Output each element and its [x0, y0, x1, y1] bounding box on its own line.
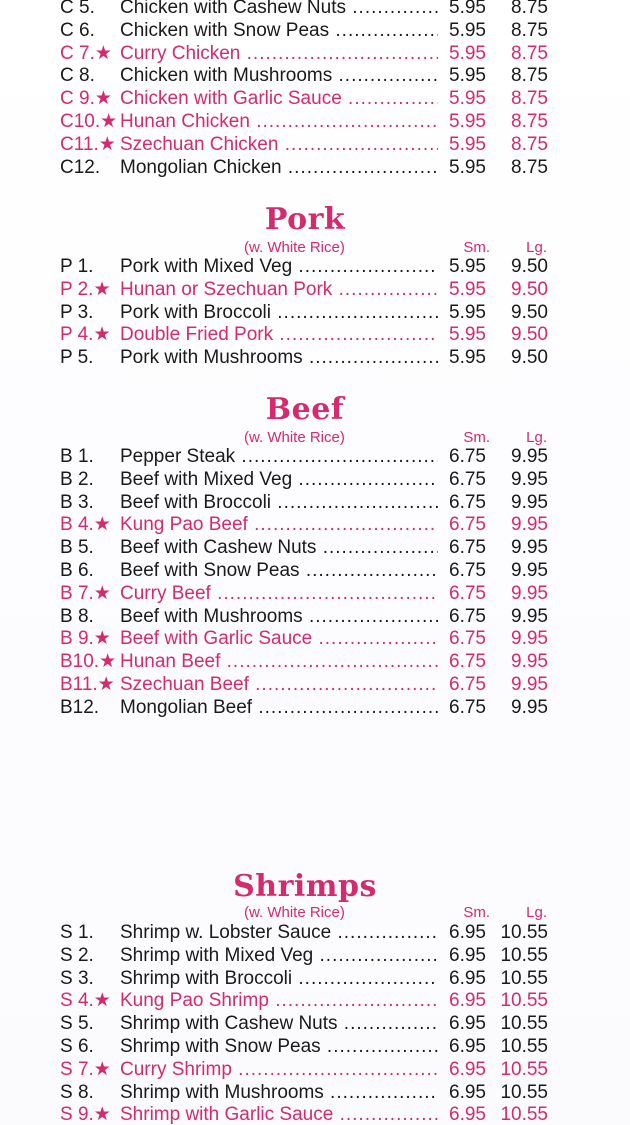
menu-item-row [0, 1058, 630, 1081]
item-name: Curry Beef ..... [120, 582, 438, 605]
item-name: Pork with Broccoli ..... [120, 301, 438, 324]
price-large: 10.55 [500, 922, 548, 943]
pork-large-header: Lg. [526, 239, 547, 256]
beef-rice-note: (w. White Rice) [244, 429, 345, 446]
item-name: Pork with Mixed Veg ..... [120, 255, 438, 278]
beef-large-header: Lg. [526, 429, 547, 446]
price-small: 6.95 [449, 967, 486, 989]
price-large: 10.55 [500, 1058, 548, 1080]
price-small: 6.75 [449, 560, 486, 581]
price-large: 10.55 [500, 944, 548, 966]
menu-item-row [0, 1012, 630, 1035]
price-large: 9.95 [511, 560, 548, 581]
price-small: 5.95 [449, 88, 486, 110]
shrimps-rice-note: (w. White Rice) [244, 904, 345, 921]
price-large: 10.55 [500, 967, 548, 989]
item-name: Shrimp with Cashew Nuts ..... [120, 1012, 438, 1035]
item-name: Szechuan Chicken ..... [120, 133, 438, 156]
price-large: 9.95 [511, 491, 548, 513]
item-name: Chicken with Snow Peas ..... [120, 19, 438, 42]
menu-item-row [0, 696, 630, 719]
item-code: C 5. [60, 0, 95, 18]
item-name: Chicken with Garlic Sauce ..... [120, 87, 438, 110]
menu-item-row [0, 989, 630, 1012]
price-small: 5.95 [449, 256, 486, 277]
price-small: 5.95 [449, 0, 486, 18]
item-name: Beef with Mixed Veg ..... [120, 468, 438, 491]
item-name: Beef with Broccoli ..... [120, 491, 438, 514]
shrimps-small-header: Sm. [463, 904, 490, 921]
price-small: 6.95 [449, 1036, 486, 1057]
item-name: Shrimp with Broccoli ..... [120, 967, 438, 990]
price-large: 8.75 [511, 65, 548, 87]
price-small: 5.95 [449, 65, 486, 87]
menu-item-row [0, 110, 630, 133]
price-large: 10.55 [500, 990, 548, 1012]
price-large: 9.95 [511, 674, 548, 695]
price-large: 8.75 [511, 156, 548, 178]
menu-item-row [0, 468, 630, 491]
price-large: 8.75 [511, 111, 548, 132]
price-small: 5.95 [449, 301, 486, 323]
item-code: B 2. [60, 468, 94, 490]
menu-item-row [0, 536, 630, 559]
item-code: S 2. [60, 944, 94, 966]
price-small: 6.75 [449, 674, 486, 695]
item-code: C 9.★ [60, 88, 112, 110]
item-code: B 4.★ [60, 514, 111, 536]
price-large: 9.95 [511, 696, 548, 718]
item-code: C 6. [60, 19, 95, 41]
price-small: 6.95 [449, 1058, 486, 1080]
item-name: Curry Chicken ..... [120, 42, 438, 65]
pork-heading: Pork [264, 202, 346, 237]
beef-small-header: Sm. [463, 429, 490, 446]
menu-item-row [0, 323, 630, 346]
price-small: 5.95 [449, 133, 486, 155]
item-code: P 4.★ [60, 324, 111, 346]
item-name: Szechuan Beef ..... [120, 673, 438, 696]
item-code: P 5. [60, 347, 94, 369]
item-code: B 7.★ [60, 582, 111, 604]
item-code: S 5. [60, 1013, 94, 1035]
price-small: 6.95 [449, 1104, 486, 1125]
menu-item-row [0, 605, 630, 628]
pork-rice-note: (w. White Rice) [244, 239, 345, 256]
menu-item-row [0, 19, 630, 42]
item-name: Curry Shrimp ..... [120, 1058, 438, 1081]
item-name: Chicken with Cashew Nuts ..... [120, 0, 438, 19]
item-name: Beef with Cashew Nuts ..... [120, 536, 438, 559]
item-name: Mongolian Chicken ..... [120, 156, 438, 179]
menu-item-row [0, 582, 630, 605]
price-small: 6.75 [449, 605, 486, 627]
beef-heading: Beef [265, 392, 345, 427]
price-small: 6.75 [449, 491, 486, 513]
item-name: Shrimp with Mushrooms ..... [120, 1081, 438, 1104]
item-code: B 1. [60, 446, 94, 467]
item-code: B 5. [60, 537, 94, 559]
item-name: Beef with Mushrooms ..... [120, 605, 438, 628]
pork-small-header: Sm. [463, 239, 490, 256]
menu-item-row [0, 491, 630, 514]
menu-item-row [0, 87, 630, 110]
item-code: S 7.★ [60, 1058, 111, 1080]
menu-item-row [0, 559, 630, 582]
price-large: 10.55 [500, 1036, 548, 1057]
price-small: 6.95 [449, 990, 486, 1012]
item-name: Mongolian Beef ..... [120, 696, 438, 719]
price-small: 5.95 [449, 111, 486, 132]
menu-item-row [0, 627, 630, 650]
item-code: C10.★ [60, 111, 118, 132]
price-large: 10.55 [500, 1104, 548, 1125]
item-code: C11.★ [60, 133, 116, 155]
price-large: 9.50 [511, 278, 548, 300]
menu-item-row [0, 156, 630, 179]
price-small: 6.95 [449, 922, 486, 943]
item-name: Pepper Steak ..... [120, 445, 438, 468]
item-name: Beef with Snow Peas ..... [120, 559, 438, 582]
price-small: 5.95 [449, 324, 486, 346]
price-large: 9.95 [511, 628, 548, 650]
price-large: 10.55 [500, 1013, 548, 1035]
item-code: P 3. [60, 301, 94, 323]
price-large: 8.75 [511, 42, 548, 64]
price-large: 8.75 [511, 133, 548, 155]
item-code: S 3. [60, 967, 94, 989]
price-large: 9.95 [511, 468, 548, 490]
item-name: Beef with Garlic Sauce ..... [120, 627, 438, 650]
price-small: 6.75 [449, 468, 486, 490]
price-small: 5.95 [449, 19, 486, 41]
price-small: 6.75 [449, 537, 486, 559]
item-name: Kung Pao Beef ..... [120, 513, 438, 536]
menu-item-row [0, 346, 630, 369]
price-large: 9.95 [511, 537, 548, 559]
item-code: C 7.★ [60, 42, 112, 64]
price-small: 6.95 [449, 1081, 486, 1103]
menu-item-row [0, 1081, 630, 1104]
item-code: P 2.★ [60, 278, 111, 300]
menu-item-row [0, 278, 630, 301]
item-name: Hunan Chicken ..... [120, 110, 438, 133]
shrimps-heading: Shrimps [233, 869, 377, 904]
item-code: S 9.★ [60, 1104, 111, 1125]
price-small: 6.75 [449, 651, 486, 673]
price-small: 6.75 [449, 446, 486, 467]
item-code: S 8. [60, 1081, 94, 1103]
price-large: 8.75 [511, 88, 548, 110]
price-small: 5.95 [449, 42, 486, 64]
price-large: 9.50 [511, 256, 548, 277]
item-code: S 6. [60, 1036, 94, 1057]
item-code: P 1. [60, 256, 94, 277]
item-code: B12. [60, 696, 100, 718]
price-large: 9.95 [511, 605, 548, 627]
price-large: 9.95 [511, 514, 548, 536]
menu-item-row [0, 255, 630, 278]
item-code: B10.★ [60, 651, 117, 673]
price-small: 6.75 [449, 628, 486, 650]
price-small: 6.95 [449, 944, 486, 966]
item-code: B 9.★ [60, 628, 111, 650]
price-large: 9.95 [511, 446, 548, 467]
menu-item-row [0, 944, 630, 967]
menu-item-row [0, 42, 630, 65]
menu-item-row [0, 921, 630, 944]
price-large: 9.50 [511, 347, 548, 369]
price-large: 8.75 [511, 19, 548, 41]
price-large: 9.50 [511, 301, 548, 323]
menu-item-row [0, 967, 630, 990]
menu-item-row [0, 513, 630, 536]
shrimps-large-header: Lg. [526, 904, 547, 921]
menu-item-row [0, 1035, 630, 1058]
item-name: Kung Pao Shrimp ..... [120, 989, 438, 1012]
item-code: S 4.★ [60, 990, 111, 1012]
menu-item-row [0, 0, 630, 19]
price-small: 5.95 [449, 278, 486, 300]
item-code: C 8. [60, 65, 95, 87]
item-name: Shrimp with Mixed Veg ..... [120, 944, 438, 967]
price-large: 9.50 [511, 324, 548, 346]
item-code: B 6. [60, 560, 94, 581]
item-code: B11.★ [60, 674, 115, 695]
item-name: Shrimp w. Lobster Sauce ..... [120, 921, 438, 944]
menu-item-row [0, 1103, 630, 1125]
item-code: B 3. [60, 491, 94, 513]
price-large: 9.95 [511, 651, 548, 673]
menu-item-row [0, 445, 630, 468]
item-code: C12. [60, 156, 101, 178]
item-name: Shrimp with Snow Peas ..... [120, 1035, 438, 1058]
menu-item-row [0, 301, 630, 324]
menu-item-row [0, 673, 630, 696]
item-name: Double Fried Pork ..... [120, 323, 438, 346]
price-small: 6.95 [449, 1013, 486, 1035]
item-name: Hunan Beef ..... [120, 650, 438, 673]
item-name: Hunan or Szechuan Pork ..... [120, 278, 438, 301]
price-small: 6.75 [449, 696, 486, 718]
price-small: 6.75 [449, 582, 486, 604]
price-small: 6.75 [449, 514, 486, 536]
menu-item-row [0, 650, 630, 673]
price-small: 5.95 [449, 156, 486, 178]
price-large: 9.95 [511, 582, 548, 604]
menu-item-row [0, 133, 630, 156]
item-name: Shrimp with Garlic Sauce ..... [120, 1103, 438, 1125]
price-large: 10.55 [500, 1081, 548, 1103]
price-small: 5.95 [449, 347, 486, 369]
price-large: 8.75 [511, 0, 548, 18]
item-name: Chicken with Mushrooms ..... [120, 64, 438, 87]
item-name: Pork with Mushrooms ..... [120, 346, 438, 369]
item-code: B 8. [60, 605, 94, 627]
item-code: S 1. [60, 922, 94, 943]
menu-item-row [0, 64, 630, 87]
